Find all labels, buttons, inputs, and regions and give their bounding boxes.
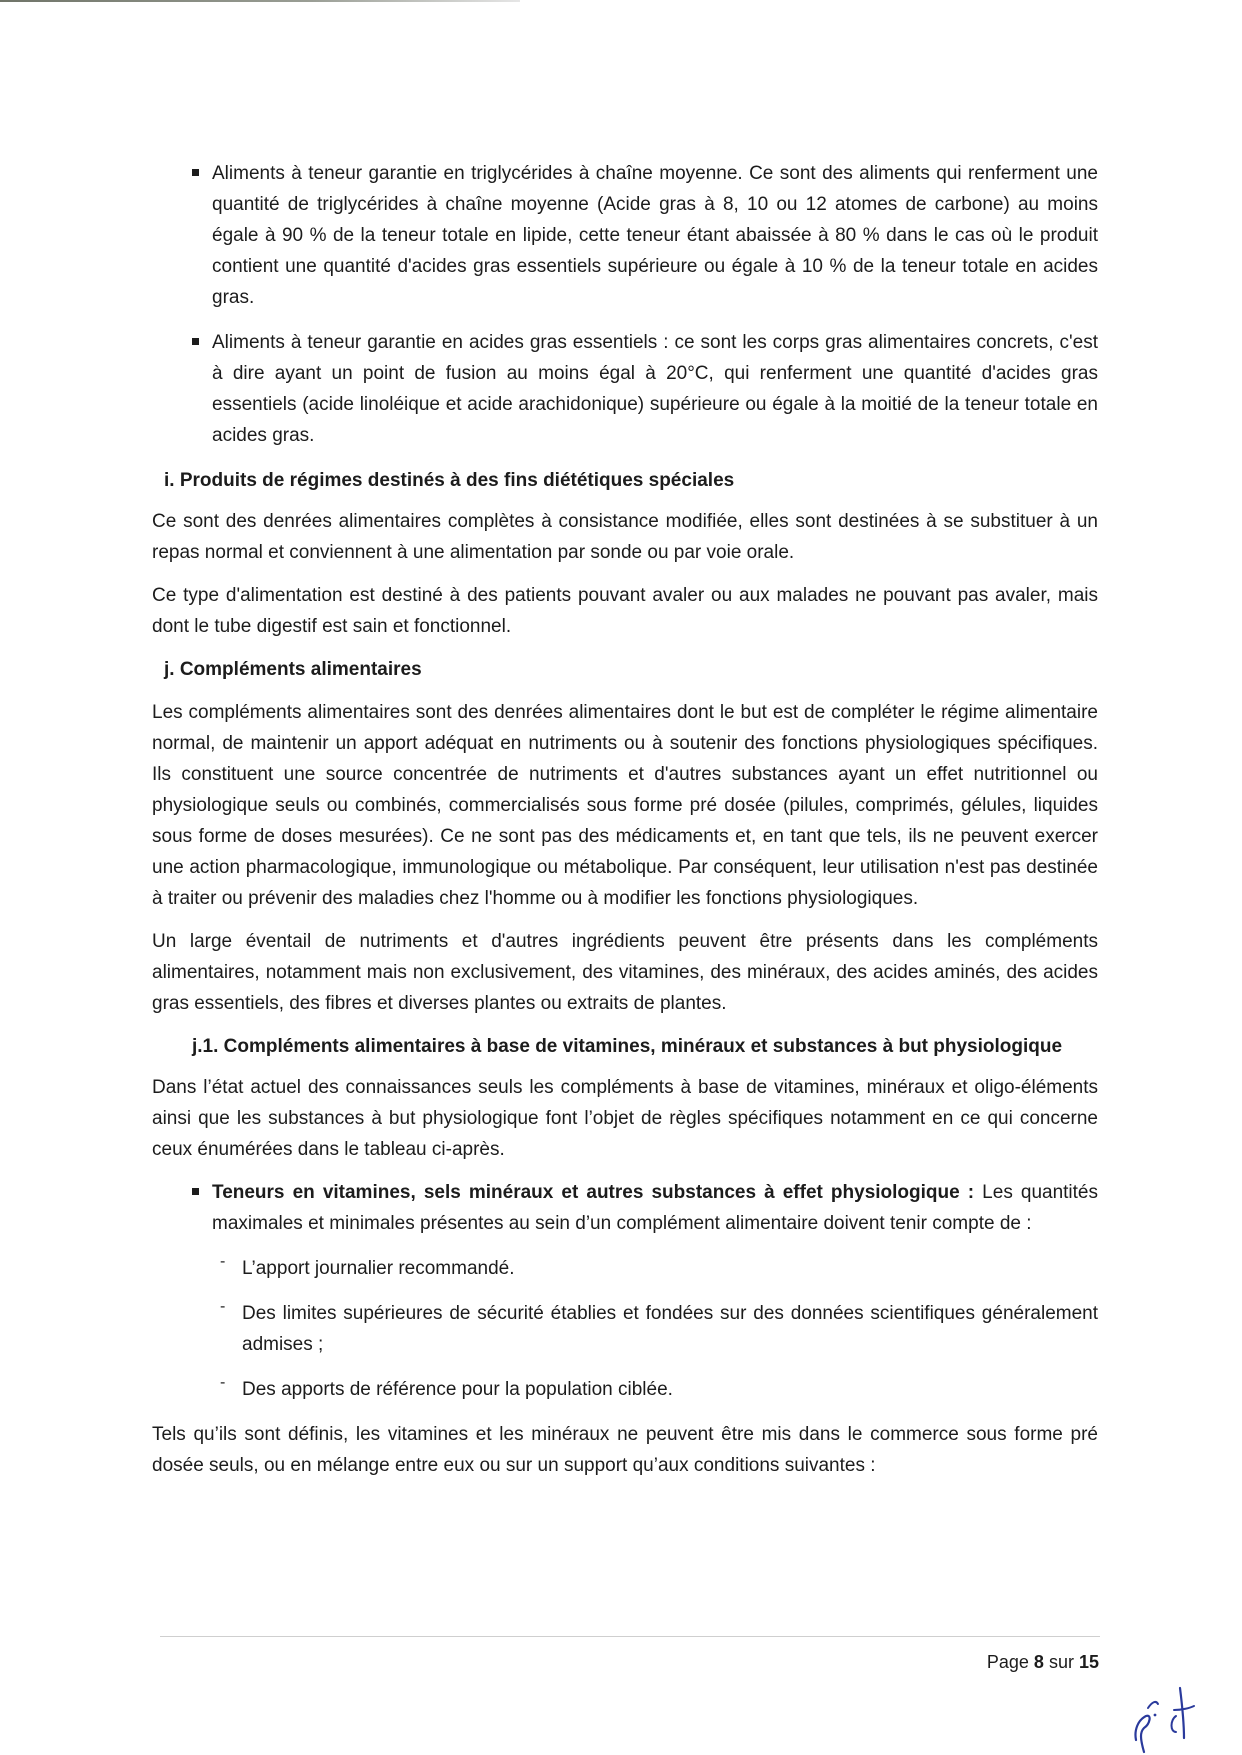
bullet-bold-lead: Teneurs en vitamines, sels minéraux et autres substances à effet physiologique : <box>212 1182 975 1203</box>
section-j-heading: j. Compléments alimentaires <box>164 659 422 680</box>
dash-item-apports-reference <box>152 1374 1098 1405</box>
dash-item-text: Des apports de référence pour la population ciblée. <box>242 1379 673 1400</box>
page-label: Page <box>986 1652 1029 1672</box>
page-current: 8 <box>1033 1652 1044 1672</box>
square-bullet-icon <box>192 169 199 176</box>
dash-bullet-icon: - <box>220 1298 226 1315</box>
page-number <box>987 1652 1099 1673</box>
dash-item-text: L’apport journalier recommandé. <box>242 1258 515 1279</box>
dash-item-limites-superieures <box>152 1298 1098 1360</box>
footer-divider <box>160 1636 1100 1637</box>
closing-paragraph: Tels qu’ils sont définis, les vitamines et les minéraux ne peuvent être mis dans le commerce sous forme pré dosée seuls, ou en mélange entre eux ou sur un support qu’aux conditions suivantes : <box>152 1424 1098 1476</box>
section-j-paragraph-2: Un large éventail de nutriments et d'autres ingrédients peuvent être présents dans les compléments alimentaires, notamment mais non exclusivement, des vitamines, des minéraux, des acides aminés, des acides gras essentiels, des fibres et diverses plantes ou extraits de plantes. <box>152 931 1098 1014</box>
square-bullet-icon <box>192 338 199 345</box>
bullet-text: Aliments à teneur garantie en triglycérides à chaîne moyenne. Ce sont des aliments qui renferment une quantité de triglycérides à chaîne moyenne (Acide gras à 8, 10 ou 12 atomes de carbone) au moins égale à 90 % de la teneur totale en lipide, cette teneur étant abaissée à 80 % dans le cas où le produit contient une quantité d'acides gras essentiels supérieure ou égale à 10 % de la teneur totale en acides gras. <box>212 163 1098 308</box>
section-i-paragraph-2: Ce type d'alimentation est destiné à des patients pouvant avaler ou aux malades ne pouvant pas avaler, mais dont le tube digestif est sain et fonctionnel. <box>152 585 1098 637</box>
bullet-text: Aliments à teneur garantie en acides gras essentiels : ce sont les corps gras alimentaires concrets, c'est à dire ayant un point de fusion au moins égal à 20°C, qui renferment une quantité d'acides gras essentiels (acide linoléique et acide arachidonique) supérieure ou égale à la moitié de la teneur totale en acides gras. <box>212 332 1098 446</box>
dash-bullet-icon: - <box>220 1253 226 1270</box>
dash-item-apport-journalier <box>152 1253 1098 1284</box>
page-sep: sur <box>1048 1652 1074 1672</box>
section-j1-paragraph: Dans l’état actuel des connaissances seuls les compléments à base de vitamines, minéraux et oligo-éléments ainsi que les substances à but physiologique font l’objet de règles spécifiques notamment en ce qui concerne ceux énumérées dans le tableau ci-après. <box>152 1077 1098 1160</box>
bullet-rest: Les quantités maximales et minimales présentes au sein d’un complément alimentaire doivent tenir compte de : <box>212 1182 1098 1234</box>
scan-top-edge <box>0 0 520 2</box>
document-page <box>152 158 1098 1493</box>
bullet-item-mct <box>152 158 1098 313</box>
bullet-item-teneurs <box>152 1177 1098 1239</box>
section-i-heading: i. Produits de régimes destinés à des fins diététiques spéciales <box>164 470 735 491</box>
bullet-text <box>212 1177 1098 1239</box>
section-j-paragraph-1: Les compléments alimentaires sont des denrées alimentaires dont le but est de compléter le régime alimentaire normal, de maintenir un apport adéquat en nutriments ou à soutenir des fonctions physiologiques spécifiques. Ils constituent une source concentrée de nutriments et d'autres substances ayant un effet nutritionnel ou physiologique seuls ou combinés, commercialisés sous forme pré dosée (pilules, comprimés, gélules, liquides sous forme de doses mesurées). Ce ne sont pas des médicaments et, en tant que tels, ils ne peuvent exercer une action pharmacologique, immunologique ou métabolique. Par conséquent, leur utilisation n'est pas destinée à traiter ou prévenir des maladies chez l'homme ou à modifier les fonctions physiologiques. <box>152 702 1098 909</box>
section-j1-heading: j.1. Compléments alimentaires à base de vitamines, minéraux et substances à but physiologique <box>192 1036 1063 1057</box>
square-bullet-icon <box>192 1188 199 1195</box>
dash-bullet-icon: - <box>220 1374 226 1391</box>
handwritten-initials-icon <box>1128 1680 1208 1755</box>
dash-item-text: Des limites supérieures de sécurité établies et fondées sur des données scientifiques généralement admises ; <box>242 1303 1098 1355</box>
bullet-item-essential-fatty-acids <box>152 327 1098 451</box>
page-total: 15 <box>1078 1652 1099 1672</box>
section-i-paragraph-1: Ce sont des denrées alimentaires complètes à consistance modifiée, elles sont destinées à se substituer à un repas normal et conviennent à une alimentation par sonde ou par voie orale. <box>152 511 1098 563</box>
